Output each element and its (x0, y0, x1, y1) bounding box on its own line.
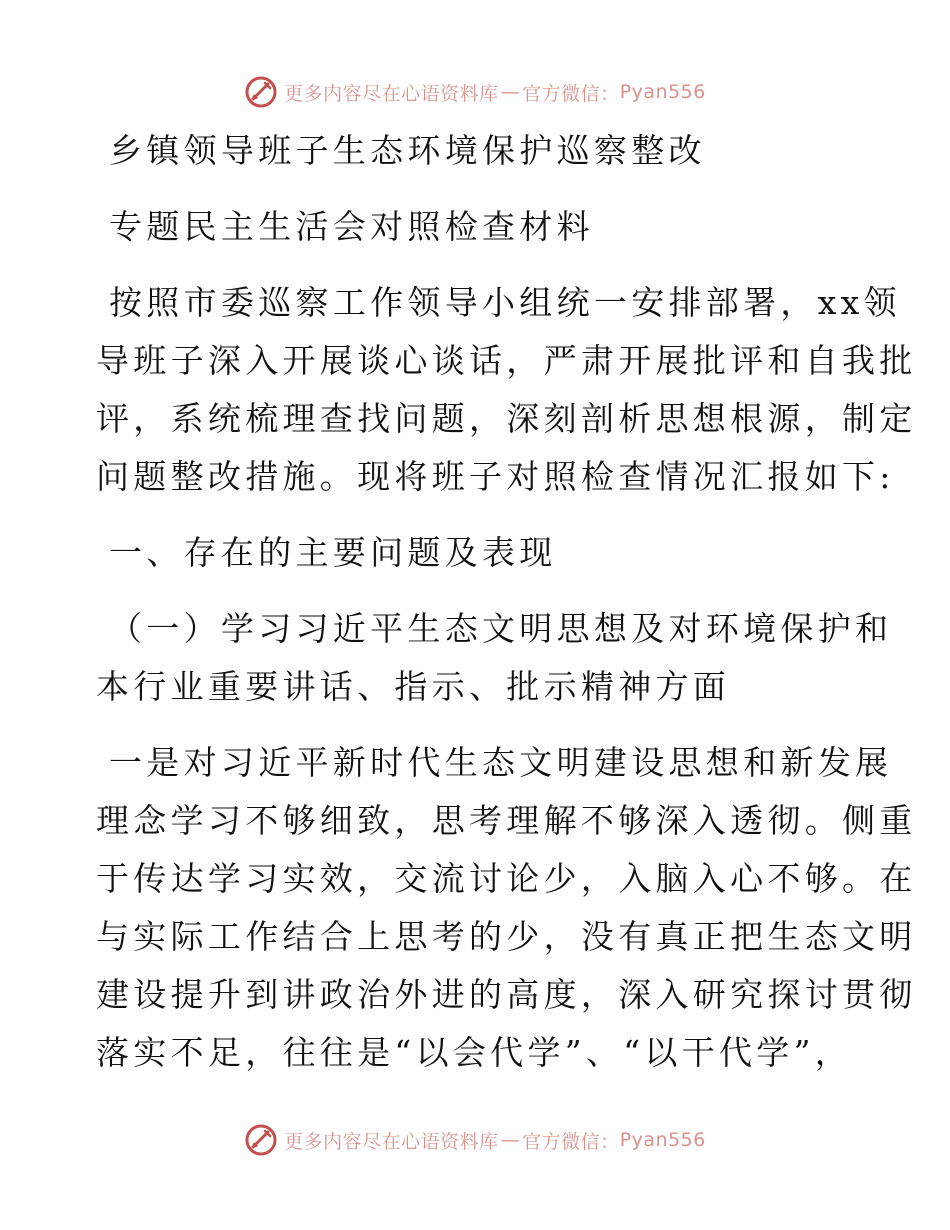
paragraph-line-6: 落实不足，往往是“以会代学”、“以干代学”， (96, 1033, 853, 1072)
paragraph-line-3: 于传达学习实效，交流讨论少，入脑入心不够。在 (96, 859, 917, 898)
subsection-heading-line-2: 本行业重要讲话、指示、批示精神方面 (96, 667, 731, 706)
watermark-dash: — (500, 1129, 521, 1151)
watermark-official: 官方微信： (522, 82, 620, 105)
paragraph-line-1: 一是对习近平新时代生态文明建设思想和新发展 (109, 743, 893, 782)
watermark-official: 官方微信： (522, 1130, 620, 1153)
paragraph-line-4: 与实际工作结合上思考的少，没有真正把生态文明 (96, 917, 917, 956)
document-body (96, 122, 917, 1082)
watermark-brand: 更多内容尽在心语资料库 (284, 82, 499, 105)
paragraph-line-5: 建设提升到讲政治外进的高度，深入研究探讨贯彻 (96, 975, 917, 1014)
watermark-dash: — (500, 81, 521, 103)
subsection-heading-line-1: （一）学习习近平生态文明思想及对环境保护和 (109, 609, 893, 648)
intro-line-3: 评，系统梳理查找问题，深刻剖析思想根源，制定 (96, 399, 917, 438)
brand-logo-icon (244, 75, 278, 109)
intro-line-1: 按照市委巡察工作领导小组统一安排部署，xx领 (109, 283, 901, 322)
intro-line-4: 问题整改措施。现将班子对照检查情况汇报如下: (96, 457, 895, 496)
section-heading-1: 一、存在的主要问题及表现 (109, 533, 557, 572)
watermark-wechat-id: Pyan556 (619, 1129, 706, 1151)
document-title-line-1: 乡镇领导班子生态环境保护巡察整改 (109, 131, 706, 170)
brand-logo-icon (244, 1123, 278, 1157)
document-title-line-2: 专题民主生活会对照检查材料 (109, 207, 594, 246)
watermark-brand: 更多内容尽在心语资料库 (284, 1130, 499, 1153)
header-watermark (0, 72, 950, 112)
watermark-wechat-id: Pyan556 (619, 81, 706, 103)
footer-watermark (0, 1120, 950, 1160)
paragraph-line-2: 理念学习不够细致，思考理解不够深入透彻。侧重 (96, 801, 917, 840)
intro-line-2: 导班子深入开展谈心谈话，严肃开展批评和自我批 (96, 341, 917, 380)
